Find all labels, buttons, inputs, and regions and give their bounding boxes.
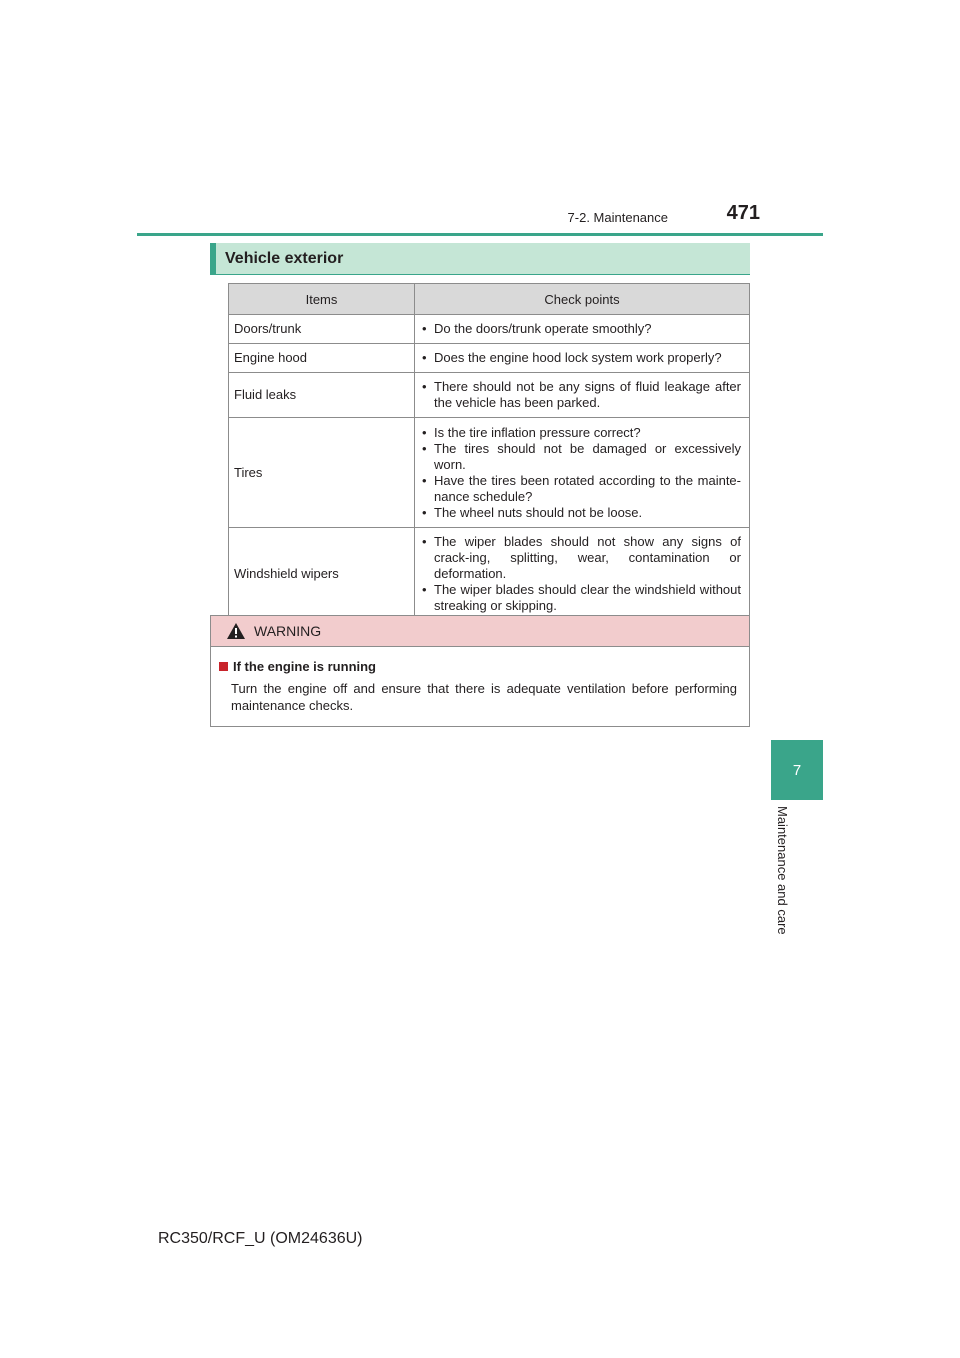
points-cell [415,418,750,528]
warning-title: WARNING [254,623,322,639]
check-point-list [420,350,741,366]
check-table [228,283,750,621]
table-row [229,373,750,418]
table-row [229,528,750,621]
item-cell: Doors/trunk [229,315,415,344]
list-item: • Have the tires been rotated according to the mainte-nance schedule? [420,473,741,505]
points-cell [415,528,750,621]
warning-text: Turn the engine off and ensure that there is adequate ventilation before performing maintenance checks. [231,681,737,713]
list-item: • Does the engine hood lock system work properly? [420,350,741,366]
warning-box [210,615,750,727]
list-item: • There should not be any signs of fluid leakage after the vehicle has been parked. [420,379,741,411]
check-point-list [420,534,741,614]
section-title [210,243,750,274]
column-header-items: Items [229,284,415,315]
header-section-title: 7-2. Maintenance [567,210,668,225]
check-point-list [420,379,741,411]
section-title-rule [210,274,750,275]
page-number: 471 [726,202,760,224]
warning-subtitle [219,659,737,674]
check-point-list [420,321,741,337]
header-rule [137,233,823,236]
item-cell: Tires [229,418,415,528]
list-item: • Is the tire inflation pressure correct? [420,425,741,441]
chapter-title: Maintenance and care [775,806,790,935]
points-cell [415,344,750,373]
list-item: • The tires should not be damaged or excessively worn. [420,441,741,473]
item-cell: Fluid leaks [229,373,415,418]
item-cell: Engine hood [229,344,415,373]
item-cell: Windshield wipers [229,528,415,621]
table-row [229,315,750,344]
table-row [229,418,750,528]
check-point-list [420,425,741,521]
warning-header [211,616,749,647]
warning-body [211,647,749,714]
chapter-number: 7 [792,761,802,779]
list-item: • Do the doors/trunk operate smoothly? [420,321,741,337]
list-item: • The wheel nuts should not be loose. [420,505,741,521]
list-item: • The wiper blades should clear the windshield without streaking or skipping. [420,582,741,614]
chapter-tab [771,740,823,800]
warning-subtitle-text: If the engine is running [233,659,376,674]
table-row [229,344,750,373]
list-item: • The wiper blades should not show any signs of crack-ing, splitting, wear, contamination or deformation. [420,534,741,582]
table-header-row [229,284,750,315]
warning-icon [226,622,246,640]
footer-model-code: RC350/RCF_U (OM24636U) [158,1230,363,1247]
points-cell [415,373,750,418]
column-header-check-points: Check points [415,284,750,315]
points-cell [415,315,750,344]
square-bullet-icon [219,662,228,671]
section-title-text: Vehicle exterior [225,249,344,267]
